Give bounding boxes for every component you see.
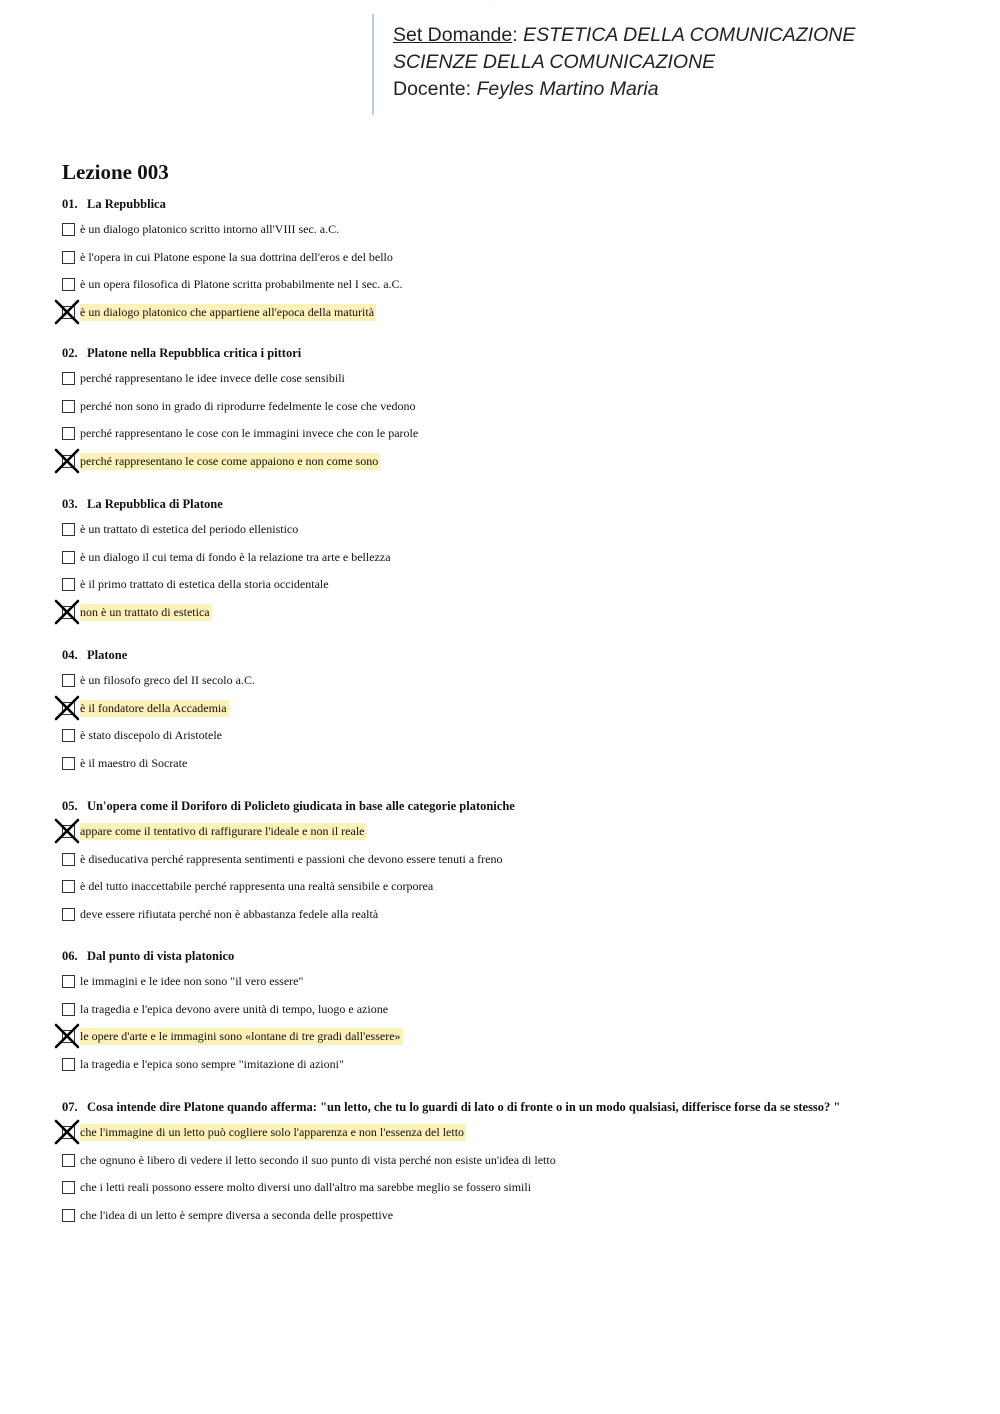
question-5 xyxy=(62,796,982,932)
checked-checkbox[interactable] xyxy=(62,455,75,468)
answer-option[interactable] xyxy=(62,849,982,877)
answer-option[interactable] xyxy=(62,368,982,396)
checkbox[interactable] xyxy=(62,551,75,564)
checkbox[interactable] xyxy=(62,1209,75,1222)
answer-text: deve essere rifiutata perché non è abbastanza fedele alla realtà xyxy=(80,907,379,922)
answer-option[interactable] xyxy=(62,602,982,630)
answer-option[interactable] xyxy=(62,698,982,726)
answer-text: è l'opera in cui Platone espone la sua dottrina dell'eros e del bello xyxy=(80,249,393,264)
checked-checkbox[interactable] xyxy=(62,306,75,319)
checkbox[interactable] xyxy=(62,975,75,988)
question-number: 04. xyxy=(62,648,78,662)
question-title xyxy=(62,494,982,514)
checkbox[interactable] xyxy=(62,757,75,770)
checkbox[interactable] xyxy=(62,427,75,440)
checkbox[interactable] xyxy=(62,674,75,687)
question-text: Platone nella Repubblica critica i pittori xyxy=(87,346,302,360)
answer-option[interactable] xyxy=(62,725,982,753)
question-number: 07. xyxy=(62,1100,78,1114)
question-set-value: ESTETICA DELLA COMUNICAZIONE xyxy=(523,24,856,46)
checkbox[interactable] xyxy=(62,400,75,413)
checked-checkbox[interactable] xyxy=(62,702,75,715)
question-set-separator: : xyxy=(512,24,518,46)
teacher-row xyxy=(393,76,972,103)
answer-text: che l'idea di un letto è sempre diversa a seconda delle prospettive xyxy=(80,1208,394,1223)
answer-text: è diseducativa perché rappresenta sentimenti e passioni che devono essere tenuti a freno xyxy=(80,851,503,866)
checkbox[interactable] xyxy=(62,278,75,291)
answer-option[interactable] xyxy=(62,423,982,451)
correct-answer-text: perché rappresentano le cose come appaiono e non come sono xyxy=(80,454,379,469)
question-title xyxy=(62,645,982,665)
correct-answer-text: è un dialogo platonico che appartiene all'epoca della maturità xyxy=(80,305,375,320)
question-6 xyxy=(62,946,982,1082)
answer-text: perché rappresentano le cose con le immagini invece che con le parole xyxy=(80,426,419,441)
answer-option[interactable] xyxy=(62,821,982,849)
checkbox[interactable] xyxy=(62,1003,75,1016)
checkbox[interactable] xyxy=(62,1154,75,1167)
answer-option[interactable] xyxy=(62,519,982,547)
answer-text: le immagini e le idee non sono "il vero essere" xyxy=(80,974,304,988)
answer-text: è del tutto inaccettabile perché rappresenta una realtà sensibile e corporea xyxy=(80,879,434,894)
question-text: Cosa intende dire Platone quando afferma: "un letto, che tu lo guardi di lato o di fronte o in un modo qualsiasi, differisce forse da se stesso? " xyxy=(87,1100,841,1114)
checkbox[interactable] xyxy=(62,1181,75,1194)
question-text: Dal punto di vista platonico xyxy=(87,949,235,963)
checkbox[interactable] xyxy=(62,908,75,921)
answer-text: la tragedia e l'epica devono avere unità di tempo, luogo e azione xyxy=(80,1001,389,1016)
answer-option[interactable] xyxy=(62,247,982,275)
course-header xyxy=(372,14,972,115)
checked-checkbox[interactable] xyxy=(62,1126,75,1139)
teacher-label: Docente: xyxy=(393,78,472,100)
checkbox[interactable] xyxy=(62,1058,75,1071)
checkbox[interactable] xyxy=(62,251,75,264)
question-title xyxy=(62,343,982,363)
answer-text: è un trattato di estetica del periodo ellenistico xyxy=(80,522,299,536)
checkbox[interactable] xyxy=(62,853,75,866)
answer-option[interactable] xyxy=(62,1150,982,1178)
checked-checkbox[interactable] xyxy=(62,606,75,619)
answer-option[interactable] xyxy=(62,396,982,424)
answer-option[interactable] xyxy=(62,1026,982,1054)
answer-option[interactable] xyxy=(62,451,982,479)
answer-text: che ognuno è libero di vedere il letto secondo il suo punto di vista perché non esiste un'idea di letto xyxy=(80,1152,556,1167)
question-text: Un'opera come il Doriforo di Policleto giudicata in base alle categorie platoniche xyxy=(87,799,515,813)
answer-text: è un filosofo greco del II secolo a.C. xyxy=(80,673,255,687)
question-7 xyxy=(62,1097,982,1233)
checked-checkbox[interactable] xyxy=(62,1030,75,1043)
answer-text: è un dialogo il cui tema di fondo è la relazione tra arte e bellezza xyxy=(80,549,391,564)
answer-text: è il maestro di Socrate xyxy=(80,756,188,771)
checkbox[interactable] xyxy=(62,372,75,385)
checkbox[interactable] xyxy=(62,523,75,536)
teacher-name: Feyles Martino Maria xyxy=(476,78,659,100)
lesson-title: Lezione 003 xyxy=(62,160,169,184)
answer-text: è un opera filosofica di Platone scritta probabilmente nel I sec. a.C. xyxy=(80,277,403,292)
answer-text: è il primo trattato di estetica della storia occidentale xyxy=(80,577,329,592)
answer-option[interactable] xyxy=(62,670,982,698)
answer-option[interactable] xyxy=(62,1122,982,1150)
question-set-row-2 xyxy=(393,49,972,76)
answer-option[interactable] xyxy=(62,574,982,602)
answer-option[interactable] xyxy=(62,1177,982,1205)
question-title xyxy=(62,194,982,214)
question-3 xyxy=(62,494,982,630)
question-text: Platone xyxy=(87,648,128,662)
question-4 xyxy=(62,645,982,781)
question-number: 06. xyxy=(62,949,78,963)
correct-answer-text: non è un trattato di estetica xyxy=(80,605,210,620)
answer-text: la tragedia e l'epica sono sempre "imitazione di azioni" xyxy=(80,1057,344,1072)
question-title xyxy=(62,796,982,816)
checkbox[interactable] xyxy=(62,223,75,236)
question-1 xyxy=(62,194,982,330)
question-set-label: Set Domande xyxy=(393,24,513,46)
answer-option[interactable] xyxy=(62,753,982,781)
question-number: 03. xyxy=(62,497,78,511)
question-text: La Repubblica xyxy=(87,197,166,211)
question-number: 01. xyxy=(62,197,78,211)
answer-text: è stato discepolo di Aristotele xyxy=(80,728,222,743)
answer-option[interactable] xyxy=(62,971,982,999)
question-number: 02. xyxy=(62,346,78,360)
question-text: La Repubblica di Platone xyxy=(87,497,223,511)
correct-answer-text: che l'immagine di un letto può cogliere solo l'apparenza e non l'essenza del letto xyxy=(80,1125,465,1139)
answer-text: che i letti reali possono essere molto diversi uno dall'altro ma sarebbe meglio se fossero simili xyxy=(80,1180,532,1195)
answer-text: perché non sono in grado di riprodurre fedelmente le cose che vedono xyxy=(80,398,416,413)
checkbox[interactable] xyxy=(62,729,75,742)
checked-checkbox[interactable] xyxy=(62,825,75,838)
question-set-row xyxy=(393,22,972,49)
answer-option[interactable] xyxy=(62,547,982,575)
answer-option[interactable] xyxy=(62,904,982,932)
question-2 xyxy=(62,343,982,479)
answer-text: è un dialogo platonico scritto intorno all'VIII sec. a.C. xyxy=(80,222,340,236)
checkbox[interactable] xyxy=(62,578,75,591)
answer-option[interactable] xyxy=(62,876,982,904)
correct-answer-text: le opere d'arte e le immagini sono «lontane di tre gradi dall'essere» xyxy=(80,1029,401,1044)
question-title xyxy=(62,946,982,966)
answer-option[interactable] xyxy=(62,274,982,302)
question-set-value-2: SCIENZE DELLA COMUNICAZIONE xyxy=(393,51,716,73)
page-top-mark: · · · xyxy=(489,0,494,4)
answer-option[interactable] xyxy=(62,1205,982,1233)
correct-answer-text: appare come il tentativo di raffigurare l'ideale e non il reale xyxy=(80,824,365,838)
checkbox[interactable] xyxy=(62,880,75,893)
answer-option[interactable] xyxy=(62,999,982,1027)
answer-option[interactable] xyxy=(62,302,982,330)
question-title xyxy=(62,1097,982,1117)
answer-text: perché rappresentano le idee invece delle cose sensibili xyxy=(80,371,345,385)
answer-option[interactable] xyxy=(62,219,982,247)
answer-option[interactable] xyxy=(62,1054,982,1082)
correct-answer-text: è il fondatore della Accademia xyxy=(80,700,227,715)
question-number: 05. xyxy=(62,799,78,813)
